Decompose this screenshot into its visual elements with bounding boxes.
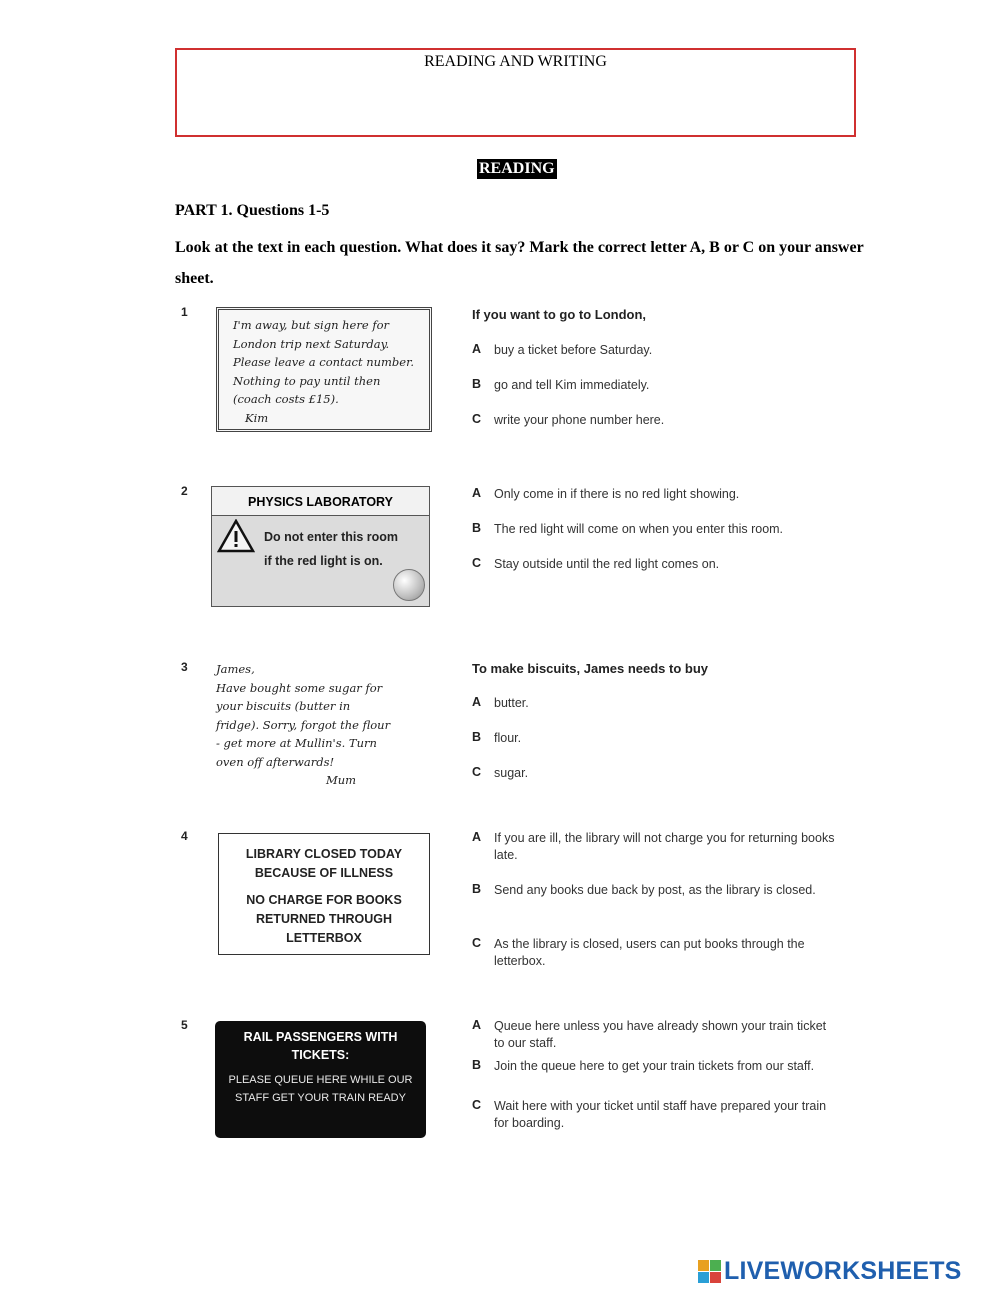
q2-option-c[interactable]: C Stay outside until the red light comes on. <box>472 556 720 571</box>
notice-4-line: LIBRARY CLOSED TODAY <box>245 847 403 861</box>
q2-option-b[interactable]: B The red light will come on when you enter this room. <box>472 521 784 536</box>
q4-option-c[interactable]: C As the library is closed, users can put books through the letterbox. <box>472 936 805 968</box>
q5-option-b[interactable]: B Join the queue here to get your train tickets from our staff. <box>472 1058 815 1073</box>
q5-option-c[interactable]: C Wait here with your ticket until staff have prepared your train for boarding. <box>472 1098 827 1130</box>
notice-1-line: Please leave a contact number. <box>233 355 414 369</box>
notice-2 <box>211 486 430 607</box>
question-1-prompt: If you want to go to London, <box>472 307 647 322</box>
notice-5-line: STAFF GET YOUR TRAIN READY <box>235 1092 406 1104</box>
notice-1-line: Nothing to pay until then <box>233 373 381 388</box>
question-number-2: 2 <box>181 484 188 498</box>
notice-1-line: London trip next Saturday. <box>233 336 390 351</box>
question-number-1: 1 <box>181 305 188 319</box>
notice-3-line: your biscuits (butter in <box>216 699 351 713</box>
notice-1-line: I'm away, but sign here for <box>233 318 389 332</box>
notice-4-line: BECAUSE OF ILLNESS <box>254 866 394 880</box>
notice-2-line: if the red light is on. <box>264 554 383 568</box>
q1-option-a[interactable]: A buy a ticket before Saturday. <box>472 342 653 357</box>
notice-1-signature: Kim <box>245 410 269 425</box>
q2-option-a[interactable]: A Only come in if there is no red light showing. <box>472 486 740 501</box>
part-title: PART 1. Questions 1-5 <box>175 202 330 219</box>
notice-1 <box>216 307 432 432</box>
notice-3-line: James, <box>216 662 255 676</box>
q3-option-b[interactable]: B flour. <box>472 730 522 745</box>
q3-option-c[interactable]: C sugar. <box>472 765 529 780</box>
notice-3-line: oven off afterwards! <box>216 754 335 769</box>
notice-5 <box>215 1021 426 1138</box>
notice-4-line: RETURNED THROUGH <box>255 912 393 926</box>
notice-3-line: - get more at Mullin's. Turn <box>216 736 377 750</box>
liveworksheets-icon <box>697 1259 723 1285</box>
red-light-icon <box>393 569 425 601</box>
notice-5-line: PLEASE QUEUE HERE WHILE OUR <box>228 1074 413 1086</box>
instructions: Look at the text in each question. What does it say? Mark the correct letter A, B or C on your answer sheet. <box>175 239 864 287</box>
q1-option-b[interactable]: B go and tell Kim immediately. <box>472 377 650 392</box>
notice-4-line: LETTERBOX <box>286 931 362 945</box>
warning-icon <box>217 519 255 553</box>
question-number-3: 3 <box>181 660 188 674</box>
question-number-5: 5 <box>181 1018 188 1032</box>
notice-4-line: NO CHARGE FOR BOOKS <box>246 893 402 907</box>
q4-option-a[interactable]: A If you are ill, the library will not charge you for returning books late. <box>472 830 835 862</box>
q1-option-c[interactable]: C write your phone number here. <box>472 412 665 427</box>
notice-4 <box>218 833 430 955</box>
brand-logo <box>697 1257 962 1286</box>
notice-3-signature: Mum <box>326 773 357 787</box>
q4-option-b[interactable]: B Send any books due back by post, as the library is closed. <box>472 882 816 897</box>
notice-1-line: (coach costs £15). <box>233 392 339 406</box>
q3-option-a[interactable]: A butter. <box>472 695 529 710</box>
q5-option-a[interactable]: A Queue here unless you have already shown your train ticket to our staff. <box>472 1018 827 1050</box>
notice-5-header: RAIL PASSENGERS WITH TICKETS: <box>243 1030 398 1062</box>
question-3-prompt: To make biscuits, James needs to buy <box>472 661 709 676</box>
notice-3-line: Have bought some sugar for <box>216 680 383 695</box>
page-title: READING AND WRITING <box>424 53 607 70</box>
section-label: READING <box>479 160 555 177</box>
notice-2-header: PHYSICS LABORATORY <box>212 487 429 516</box>
title-box <box>175 48 856 137</box>
question-number-4: 4 <box>181 829 188 843</box>
notice-3 <box>216 660 432 790</box>
notice-3-line: fridge). Sorry, forgot the flour <box>216 717 391 732</box>
brand-name: LIVEWORKSHEETS <box>724 1257 962 1285</box>
notice-2-line: Do not enter this room <box>264 530 399 544</box>
